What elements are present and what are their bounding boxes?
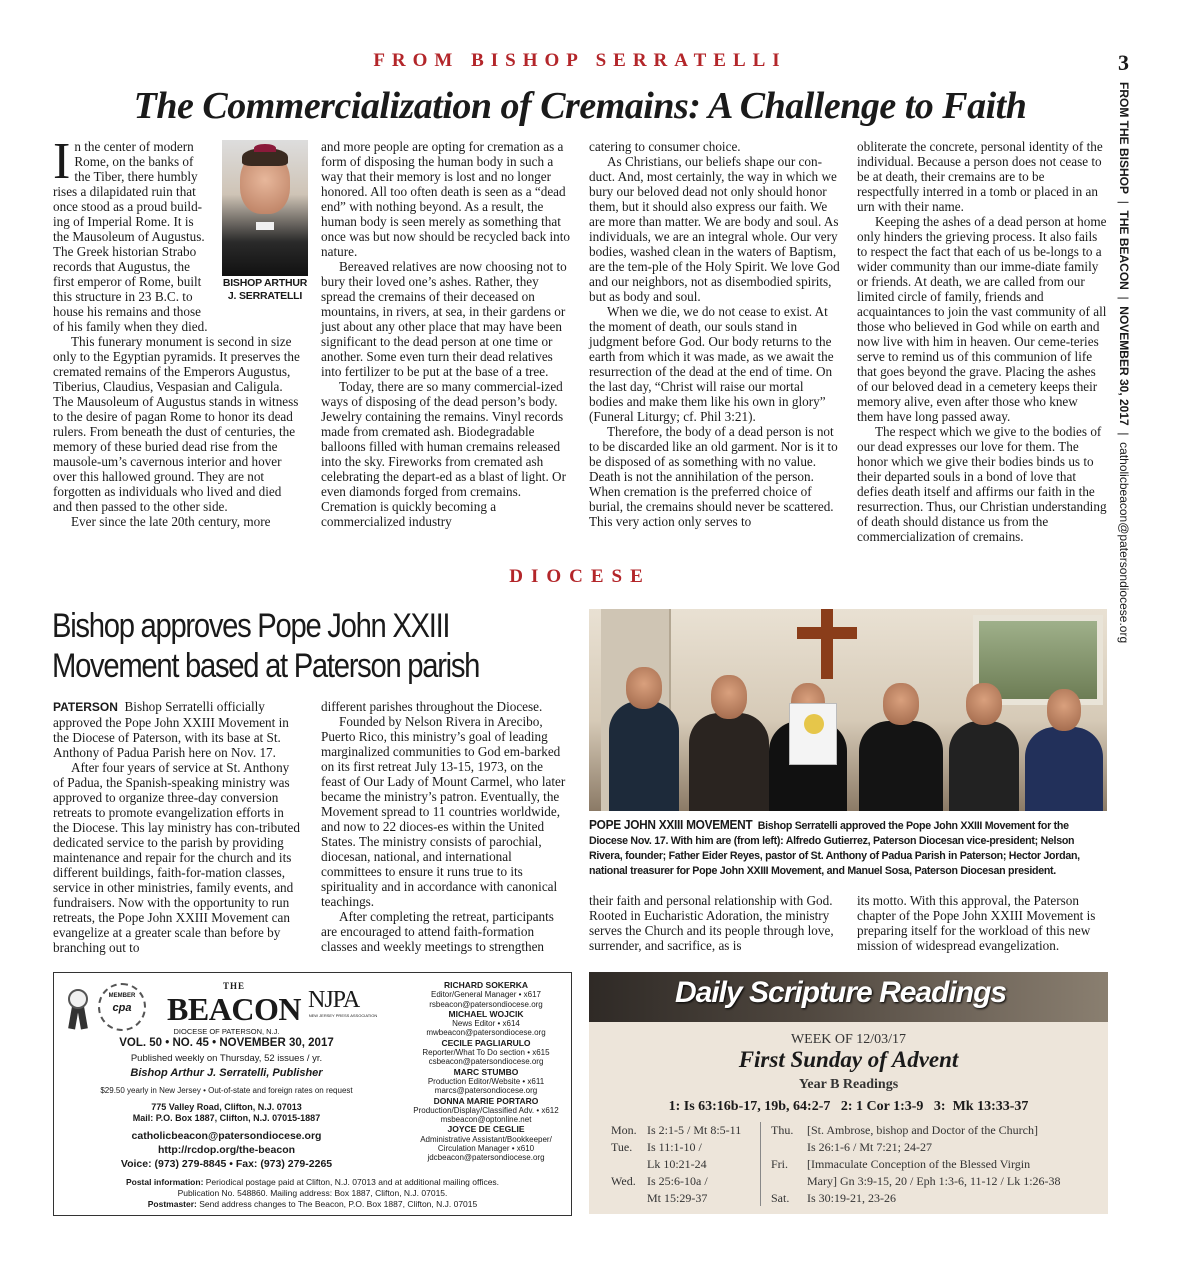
reading-row: Sat. Is 30:19-21, 23-26 [771,1191,896,1205]
staff-email-link[interactable]: csbeacon@patersondiocese.org [428,1057,544,1067]
masthead-publisher: Bishop Arthur J. Serratelli, Publisher [130,1067,323,1079]
paragraph: After four years of service at St. Anthony of Padua, the Spanish-speaking ministry was approved to organize three-day conversion retreats to promote evangelization efforts in the Diocese. This lay ministry has con-tributed dedicated service to the parish by providing maintenance and repair for the church and its different buildings, faith-for-mation classes, service in other ministries, family events, and fundraisers. Now with the opportunity to run retreats, the Pope John XXIII Movement can evangelize at a greater scale than before by branching out to [53,760,300,955]
article2-column-2 [321,699,571,954]
paragraph: When we die, we do not cease to exist. At the moment of death, our souls stand in judgment before God. Our body returns to the earth from which it was made, as we await the resurrection of the dead at the end of time. On the last day, “Christ will raise our mortal bodies and make them like his own in glory” (Funeral Liturgy; cf. Phil 3:21). [589,304,834,424]
masthead-postal-info: Postal information: Periodical postage paid at Clifton, N.J. 07013 and at additional mailing offices. Publication No. 548860. Mailing address: Box 1887, Clifton, N.J. 07015. Postmaster: Send address changes to The Beacon, P.O. Box 1887, Clifton, N.J. 07015 [125,1177,500,1209]
section-header-diocese: DIOCESE [509,566,651,587]
beacon-logo: THE BEACON [167,981,301,1027]
opening-line: first emperor of Rome, built [53,274,202,289]
weekday-readings-right [771,1122,1101,1207]
opening-line: house his remains and those [53,304,201,319]
masthead-diocese: DIOCESE OF PATERSON, N.J. [173,1027,280,1036]
reading-row: Thu. [St. Ambrose, bishop and Doctor of the Church] [771,1123,1038,1137]
sidebar-email: catholicbeacon@patersondiocese.org [1117,442,1131,644]
paragraph: and more people are opting for cremation as a form of disposing the human body in such a way that their memory is lost and no longer honored. All too often death is seen as a “dead end” with nothing beyond. As a result, the human body is seen merely as something that once was but now should be recycled back into nature. [321,139,571,259]
scripture-week: WEEK OF 12/03/17 [790,1032,907,1047]
staff-member: DONNA MARIE PORTARO Production/Display/Classified Adv. • x612 msbeacon@optonline.net [399,1097,573,1125]
opening-line: this structure in 23 B.C. to [53,289,193,304]
scripture-title-banner: Daily Scripture Readings [589,972,1108,1022]
opening-line: n the center of modern [74,139,194,154]
page-number: 3 [1118,50,1129,75]
article-headline-cremains: The Commercialization of Cremains: A Challenge to Faith [133,85,1027,127]
staff-email-link[interactable]: rsbeacon@patersondiocese.org [429,999,543,1009]
article1-column-1 [53,133,221,334]
paragraph: their faith and personal relationship with God. Rooted in Eucharistic Adoration, the ministry serves the Church and its people through love, surrender, and sacrifice, as is [589,893,834,953]
masthead-phone: Voice: (973) 279-8845 • Fax: (973) 279-2265 [120,1158,333,1170]
vertical-sidebar: FROM THE BISHOP | THE BEACON | NOVEMBER 30, 2017 | catholicbeacon@patersondiocese.org [1117,82,1131,644]
staff-email-link[interactable]: msbeacon@optonline.net [440,1115,532,1125]
article1-column-3 [589,139,841,529]
award-ribbon-icon [66,989,90,1029]
paragraph: catering to consumer choice. [589,139,741,154]
opening-line: The Greek historian Strabo [53,244,197,259]
opening-line: ing of Imperial Rome. It is [53,214,194,229]
cpa-member-badge-icon: MEMBER cpa [98,983,146,1031]
bishop-portrait-photo [222,140,308,276]
staff-member: CECILE PAGLIARULO Reporter/What To Do section • x615 csbeacon@patersondiocese.org [399,1039,573,1067]
group-photo-caption: POPE JOHN XXIII MOVEMENT Bishop Serratelli approved the Pope John XXIII Movement for the Diocese Nov. 17. With him are (from left): Alfredo Gutierrez, Paterson Diocesan vice-president; Nelson Rivera, founder; Father Eider Reyes, pastor of St. Anthony of Padua Parish in Paterson; Hector Jordan, national treasurer for Pope John XXIII Movement, and Manuel Sosa, Paterson Diocesan president. [589,818,1080,877]
paragraph: Today, there are so many commercial-ized ways of disposing of the dead person’s body. Jewelry containing the remains. Vinyl records made from cremated ash. Biodegradable balloons filled with human cremains released into the sky. Fireworks from cremated ash celebrating the depart-ed as a blast of light. Or even diamonds forged from cremains. Cremation is quickly becoming a commercialized industry [321,379,566,529]
masthead-volume: VOL. 50 • NO. 45 • NOVEMBER 30, 2017 [119,1037,334,1049]
beacon-masthead-box [53,972,572,1216]
reading-row: Mon. Is 2:1-5 / Mt 8:5-11 [611,1123,742,1137]
paragraph: its motto. With this approval, the Paterson chapter of the Pope John XXIII Movement is preparing itself for the workload of this new mission of widespread evangelization. [857,893,1096,953]
certificate-document [789,703,837,765]
article1-column-4 [857,139,1107,544]
masthead-published: Published weekly on Thursday, 52 issues / yr. [130,1053,323,1064]
njpa-logo: NJPA [308,987,360,1013]
sidebar-section: FROM THE BISHOP [1117,82,1131,195]
article-headline-pope-john: Bishop approves Pope John XXIII Movement based at Paterson parish [52,607,480,685]
staff-member: MARC STUMBO Production Editor/Website • x611 marcs@patersondiocese.org [399,1068,573,1096]
staff-email-link[interactable]: marcs@patersondiocese.org [434,1086,538,1096]
drop-cap: I [53,133,71,190]
reading-row: Lk 10:21-24 [647,1157,707,1171]
bishop-photo-caption: BISHOP ARTHUR J. SERRATELLI [222,277,308,302]
sidebar-publication: THE BEACON [1117,210,1131,290]
njpa-subtitle: NEW JERSEY PRESS ASSOCIATION [308,1013,378,1018]
paragraph: Bereaved relatives are now choosing not to bury their loved one’s ashes. Rather, they spread the cremains of their deceased on mountains, in rivers, at sea, in their gardens or just about any other place that may have been significant to the dead person at one time or another. Some even turn their dead relatives into fertilizer to be put at the base of a tree. [321,259,567,379]
article2-column-1: PATERSON Bishop Serratelli officially approved the Pope John XXIII Movement in the Diocese of Paterson, with its base at St. Anthony of Padua Parish here on Nov. 17. After four years of service at St. Anthony of Padua, the Spanish-speaking ministry was approved to organize three-day conversion retreats to promote evangelization efforts in the Diocese. This lay ministry has con-tributed dedicated service to the parish by providing maintenance and repair for the church and its different buildings, faith-for-mation classes, service in other ministries, family events, and fundraisers. Now with the opportunity to run retreats, the Pope John XXIII Movement can evangelize at a greater scale than before by branching out to [53,699,303,955]
opening-line: records that Augustus, the [53,259,190,274]
dateline: PATERSON [53,700,118,714]
opening-line: the Tiber, there humbly [74,169,198,184]
caption-lead: POPE JOHN XXIII MOVEMENT [589,818,753,832]
scripture-sunday-readings: 1: Is 63:16b-17, 19b, 64:2-7 2: 1 Cor 1:3-9 3: Mk 13:33-37 [668,1099,1029,1114]
scripture-sunday-title: First Sunday of Advent [738,1047,959,1072]
scripture-year: Year B Readings [798,1077,899,1092]
reading-row: Fri. [Immaculate Conception of the Blessed Virgin [771,1157,1031,1171]
opening-line: Rome, on the banks of [74,154,194,169]
paragraph: This funerary monument is second in size only to the Egyptian pyramids. It preserves the cremated remains of the Emperors Augustus, Tiberius, Claudius, Vespasian and Caligula. The Mausoleum of Augustus stands in witness to the desire of pagan Rome to honor its dead rulers. From beneath the dust of centuries, the memory of these buried dead rise from the mausole-um’s cavernous interior and hover over this hallowed ground. They are not forgotten as individuals who lived and died and then passed to the other side. [53,334,300,514]
staff-email-link[interactable]: mwbeacon@patersondiocese.org [426,1028,546,1038]
paragraph: Therefore, the body of a dead person is not to be discarded like an old garment. Nor is it to be disposed of as something with no value. Death is not the annihilation of the person. When cremation is the preferred choice of burial, the cremains should never be scattered. This very action only serves to [589,424,838,529]
reading-row: Mt 15:29-37 [647,1191,708,1205]
reading-row: Wed. Is 25:6-10a / [611,1174,708,1188]
paragraph: Ever since the late 20th century, more [71,514,271,529]
article1-col1-opening [53,133,208,334]
paragraph: different parishes throughout the Diocese. [321,699,543,714]
staff-email-link[interactable]: jdcbeacon@patersondiocese.org [427,1153,545,1163]
opening-line: the Mausoleum of Augustus. [53,229,205,244]
reading-row: Tue. Is 11:1-10 / [611,1140,702,1154]
opening-line: rises a dilapidated ruin that [53,184,196,199]
article1-column-1-lower [53,334,303,529]
article1-column-2 [321,139,571,529]
section-header-from-bishop: FROM BISHOP SERRATELLI [373,50,787,71]
paragraph: Keeping the ashes of a dead person at home only hinders the grieving process. It also fails to respect the fact that each of us be-longs to a wider community than our imme-diate family or friends. At death, we are called from our limited circle of family, friends and acquaintances to join the vast community of all those who believed in God while on earth and now live with him in heaven. Our ceme-teries serve to remind us of this communion of life that goes beyond the grave. Placing the ashes of our beloved dead in a cemetery keeps their memory alive, even after those who knew them have long passed away. [857,214,1107,424]
reading-row: Mary] Gn 3:9-15, 20 / Eph 1:3-6, 11-12 / Lk 1:26-38 [807,1174,1061,1188]
masthead-rates: $29.50 yearly in New Jersey • Out-of-state and foreign rates on request [100,1086,353,1095]
masthead-email-link[interactable]: catholicbeacon@patersondiocese.org [131,1130,322,1142]
reading-row: Is 26:1-6 / Mt 7:21; 24-27 [807,1140,932,1154]
opening-line: of his family when they died. [53,319,208,334]
masthead-address: 775 Valley Road, Clifton, N.J. 07013 [151,1102,302,1112]
staff-member: RICHARD SOKERKA Editor/General Manager • x617 rsbeacon@patersondiocese.org [399,981,573,1009]
sidebar-date: NOVEMBER 30, 2017 [1117,306,1131,426]
paragraph: The respect which we give to the bodies of our dead expresses our love for them. The honor which we give their bodies binds us to their departed souls in a bond of love that defies death itself and affirms our faith in the resurrection. Thus, our Christian understanding of death should distance us from the commercialization of cremains. [857,424,1107,544]
paragraph: obliterate the concrete, personal identity of the individual. Because a person does not cease to be at death, their cremains are to be respectfully interred in a tomb or placed in an urn with their name. [857,139,1103,214]
opening-line: once stood as a proud build- [53,199,203,214]
group-photo-pope-john-movement [589,609,1107,811]
paragraph: Founded by Nelson Rivera in Arecibo, Puerto Rico, this ministry’s goal of leading marginalized communities to God em-barked on its first retreat July 13-15, 1973, on the feast of Our Lady of Mount Carmel, who later became the ministry’s patron. Eventually, the Movement spread to 11 countries worldwide, and now to 22 dioces-es within the United States. The ministry consists of parochial, diocesan, national, and international committees to ensure it runs true to its spirituality and in accordance with canonical teachings. [321,714,566,909]
staff-member: JOYCE DE CEGLIE Administrative Assistant/Bookkeeper/ Circulation Manager • x610 jdcbeacon@patersondiocese.org [399,1125,573,1162]
masthead-web-link[interactable]: http://rcdop.org/the-beacon [157,1144,296,1156]
staff-member: MICHAEL WOJCIK News Editor • x614 mwbeacon@patersondiocese.org [399,1010,573,1038]
daily-scripture-readings-box [589,972,1108,1214]
staff-list [399,981,573,1164]
weekday-readings-left [611,1122,771,1207]
article2-column-4 [857,893,1107,953]
masthead-mail: Mail: P.O. Box 1887, Clifton, N.J. 07015-1887 [132,1113,321,1123]
article2-column-3 [589,893,841,953]
paragraph: After completing the retreat, participants are encouraged to attend faith-formation classes and weekly meetings to strengthen [321,909,554,954]
paragraph: As Christians, our beliefs shape our con-duct. And, most certainly, the way in which we bury our beloved dead not only should honor them, but it should also express our faith. We are more than matter. We are body and soul. As individuals, we are an integral whole. Our very bodies, washed clean in the waters of Baptism, are the tem-ple of the Holy Spirit. We love God and our neighbors, not as disembodied spirits, but as body and soul. [589,154,840,304]
